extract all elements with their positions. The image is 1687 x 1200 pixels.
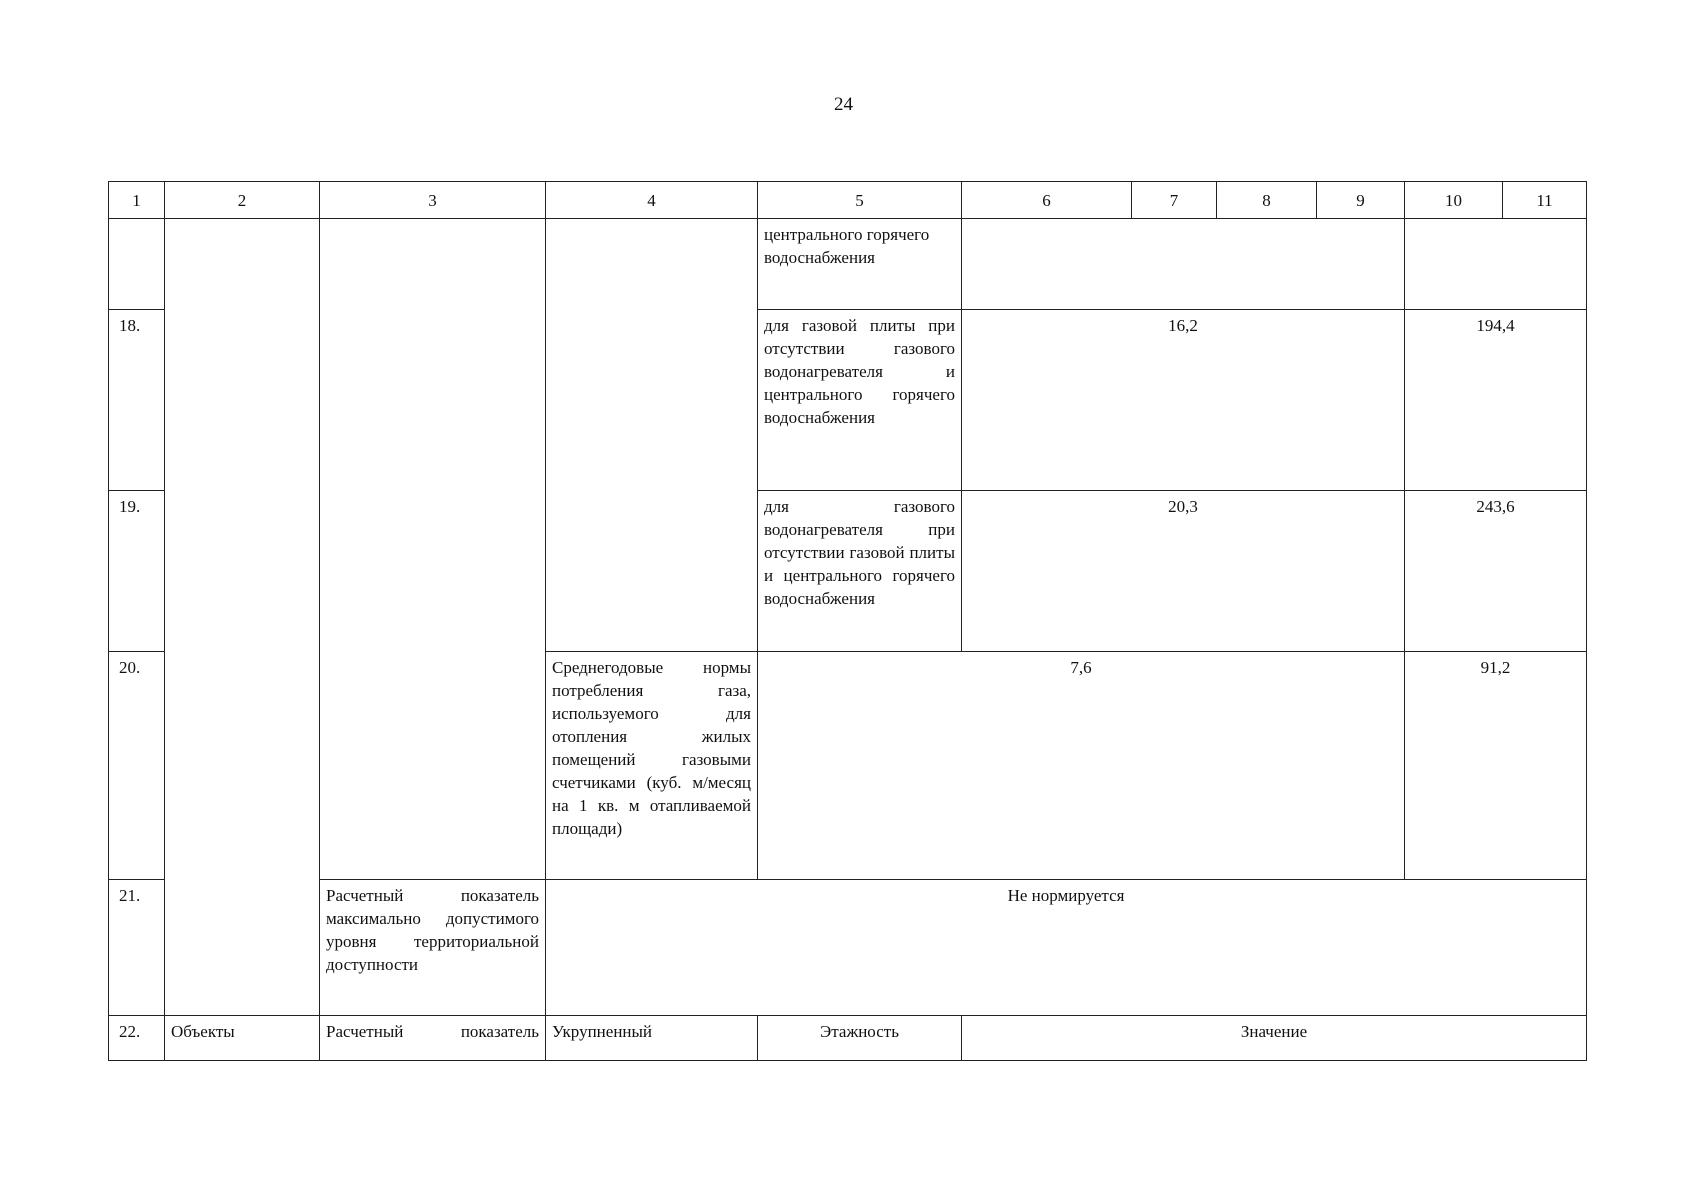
floors-cell: Этажность xyxy=(758,1016,962,1061)
norm-type-cell xyxy=(546,652,758,880)
row-number: 20. xyxy=(109,652,165,880)
value-monthly: 20,3 xyxy=(962,491,1405,652)
norm-type-cell xyxy=(546,219,758,652)
condition-cell xyxy=(758,491,962,652)
indicator-cell xyxy=(320,219,546,880)
not-regulated-value: Не нормируется xyxy=(546,880,1587,1016)
header-cell: 8 xyxy=(1217,182,1317,219)
row-number: 19. xyxy=(109,491,165,652)
value-monthly: 7,6 xyxy=(758,652,1405,880)
value-yearly: 91,2 xyxy=(1405,652,1587,880)
row-number: 21. xyxy=(109,880,165,1016)
header-cell: 10 xyxy=(1405,182,1503,219)
value-yearly-cell xyxy=(1405,219,1587,310)
header-cell: 7 xyxy=(1132,182,1217,219)
indicator-text: Расчетный показатель максимально допустимого уровня территориальной доступности xyxy=(326,886,539,974)
header-cell: 5 xyxy=(758,182,962,219)
condition-cell: центрального горячего водоснабжения xyxy=(758,219,962,310)
value-header-cell: Значение xyxy=(962,1016,1587,1061)
objects-cell xyxy=(165,219,320,1016)
table-row xyxy=(109,219,1587,310)
header-cell: 4 xyxy=(546,182,758,219)
header-cell: 3 xyxy=(320,182,546,219)
norms-table xyxy=(108,181,1587,1061)
header-cell: 11 xyxy=(1503,182,1587,219)
header-cell: 6 xyxy=(962,182,1132,219)
column-number-header-row xyxy=(109,182,1587,219)
row-number: 18. xyxy=(109,310,165,491)
value-cell xyxy=(962,219,1405,310)
condition-text: для газового водонагревателя при отсутствии газовой плиты и центрального горячего водоснабжения xyxy=(764,497,955,608)
header-cell: 1 xyxy=(109,182,165,219)
norm-type-cell: Укрупненный xyxy=(546,1016,758,1061)
row-number-cell xyxy=(109,219,165,310)
condition-text: для газовой плиты при отсутствии газового водонагревателя и центрального горячего водоснабжения xyxy=(764,316,955,427)
value-monthly: 16,2 xyxy=(962,310,1405,491)
table-row xyxy=(109,880,1587,1016)
indicator-cell xyxy=(320,880,546,1016)
table-row xyxy=(109,1016,1587,1061)
indicator-cell: Расчетный показатель xyxy=(320,1016,546,1061)
objects-cell: Объекты xyxy=(165,1016,320,1061)
condition-cell xyxy=(758,310,962,491)
value-yearly: 243,6 xyxy=(1405,491,1587,652)
norm-type-text: Среднегодовые нормы потребления газа, используемого для отопления жилых помещений газовыми счетчиками (куб. м/месяц на 1 кв. м отапливаемой площади) xyxy=(552,658,751,838)
header-cell: 9 xyxy=(1317,182,1405,219)
value-yearly: 194,4 xyxy=(1405,310,1587,491)
header-cell: 2 xyxy=(165,182,320,219)
row-number: 22. xyxy=(109,1016,165,1061)
page-number: 24 xyxy=(834,94,853,115)
